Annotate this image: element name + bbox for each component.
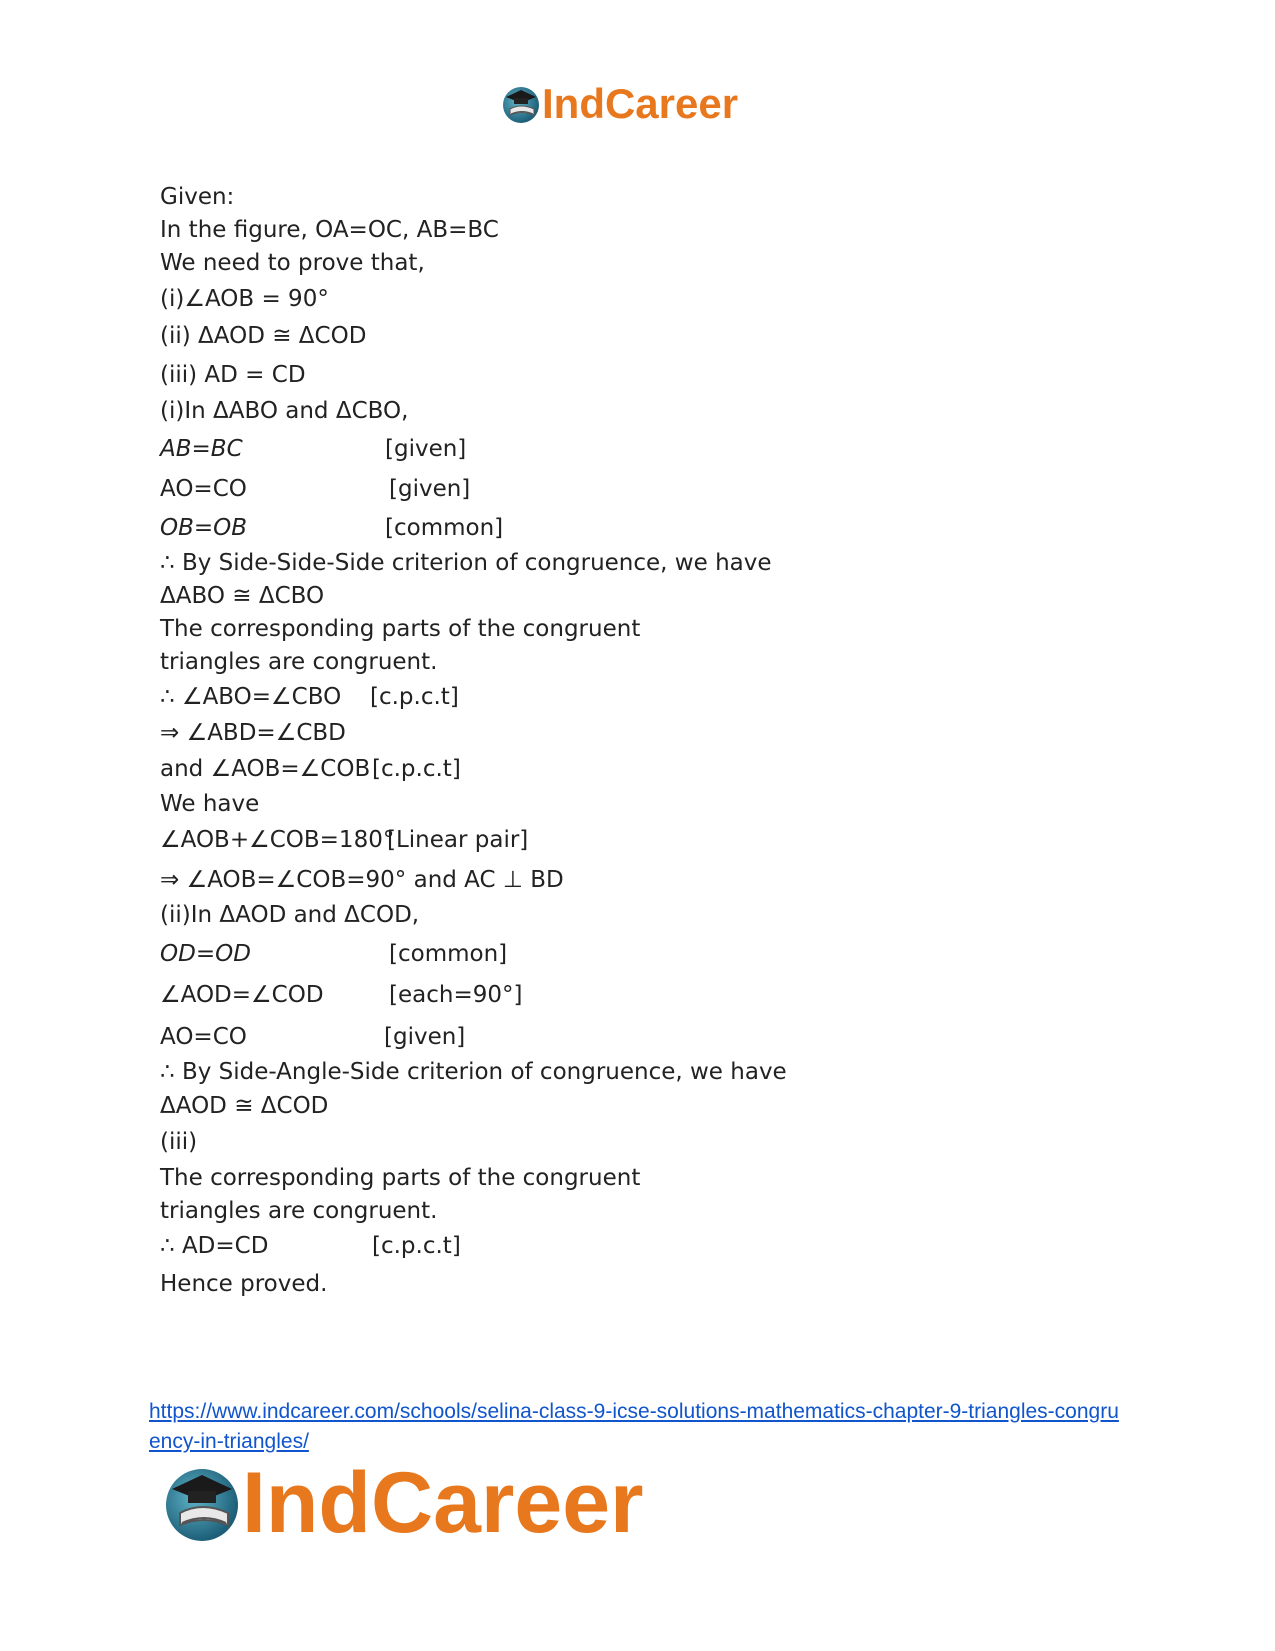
statement-left: AB=BC: [160, 436, 243, 462]
statement-left: OB=OB: [160, 515, 248, 541]
corresponding-line-4: triangles are congruent.: [160, 1198, 438, 1224]
source-link[interactable]: https://www.indcareer.com/schools/selina-class-9-icse-solutions-mathematics-chapter-9-triangles-congruency-in-triangles/: [149, 1400, 1119, 1453]
corresponding-line-2: triangles are congruent.: [160, 649, 438, 675]
statement-reason: [c.p.c.t]: [370, 684, 459, 710]
congruence-2: ΔAOD ≅ ΔCOD: [160, 1093, 329, 1119]
statement-row: [160, 755, 560, 783]
logo-wordmark: IndCareer: [242, 1455, 644, 1551]
congruence-1: ΔABO ≅ ΔCBO: [160, 583, 325, 609]
globe-cap-icon: [500, 83, 542, 125]
statement-reason: [common]: [385, 515, 504, 541]
statement-row: [160, 826, 560, 854]
statement-row: [160, 981, 560, 1009]
sas-criterion: ∴ By Side-Angle-Side criterion of congruence, we have: [160, 1059, 787, 1085]
given-statement: In the figure, OA=OC, AB=BC: [160, 217, 499, 243]
statement-reason: [c.p.c.t]: [372, 1233, 461, 1259]
statement-row: [160, 940, 560, 968]
sss-criterion: ∴ By Side-Side-Side criterion of congruence, we have: [160, 550, 772, 576]
statement-row: [160, 475, 560, 503]
prove-item-3: (iii) AD = CD: [160, 362, 306, 388]
implies-perpendicular: ⇒ ∠AOB=∠COB=90° and AC ⊥ BD: [160, 867, 564, 893]
statement-row: [160, 435, 560, 463]
statement-left: ∴ AD=CD: [160, 1233, 269, 1259]
statement-left: AO=CO: [160, 476, 247, 502]
conclusion: Hence proved.: [160, 1271, 328, 1297]
statement-reason: [Linear pair]: [387, 827, 529, 853]
statement-left: and ∠AOB=∠COB: [160, 756, 371, 782]
section-1-heading: (i)In ΔABO and ΔCBO,: [160, 398, 409, 424]
prove-item-1: (i)∠AOB = 90°: [160, 286, 329, 312]
statement-left: ∴ ∠ABO=∠CBO: [160, 684, 342, 710]
statement-left: AO=CO: [160, 1024, 247, 1050]
corresponding-line-3: The corresponding parts of the congruent: [160, 1165, 641, 1191]
logo-wordmark: IndCareer: [542, 80, 739, 127]
section-2-heading: (ii)In ΔAOD and ΔCOD,: [160, 902, 420, 928]
statement-reason: [given]: [384, 1024, 466, 1050]
statement-row: [160, 514, 560, 542]
statement-reason: [common]: [389, 941, 508, 967]
section-3-heading: (iii): [160, 1129, 198, 1155]
given-label: Given:: [160, 184, 235, 210]
statement-left: ∠AOD=∠COD: [160, 982, 324, 1008]
statement-row: [160, 1232, 560, 1260]
statement-reason: [each=90°]: [389, 982, 523, 1008]
statement-row: [160, 683, 560, 711]
footer-logo: [160, 1455, 644, 1551]
we-have: We have: [160, 791, 260, 817]
globe-cap-icon: [160, 1461, 244, 1545]
implies-line: ⇒ ∠ABD=∠CBD: [160, 720, 346, 746]
statement-reason: [given]: [389, 476, 471, 502]
prove-intro: We need to prove that,: [160, 250, 425, 276]
header-logo: [500, 78, 738, 130]
prove-item-2: (ii) ΔAOD ≅ ΔCOD: [160, 323, 367, 349]
statement-left: ∠AOB+∠COB=180°: [160, 827, 395, 853]
statement-reason: [given]: [385, 436, 467, 462]
statement-row: [160, 1023, 560, 1051]
statement-reason: [c.p.c.t]: [372, 756, 461, 782]
statement-left: OD=OD: [160, 941, 251, 967]
corresponding-line-1: The corresponding parts of the congruent: [160, 616, 641, 642]
